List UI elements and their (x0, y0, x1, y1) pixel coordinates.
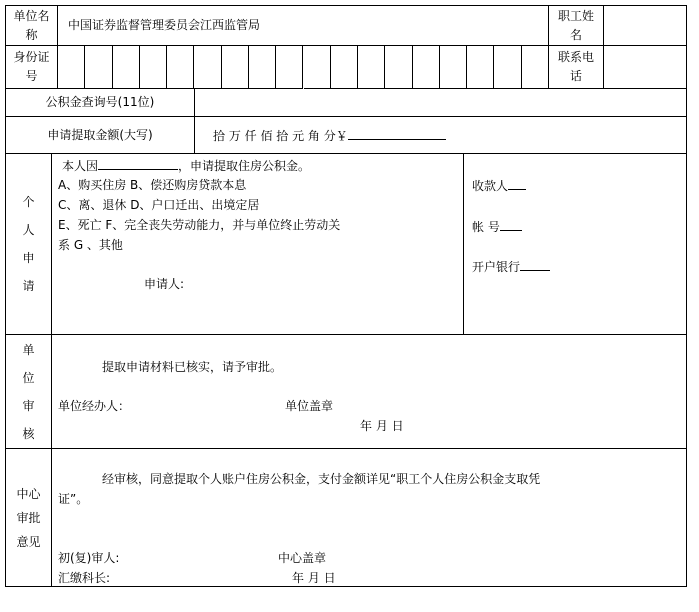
reviewer-label: 初(复)审人: (58, 551, 120, 565)
unit-name-cell[interactable] (58, 6, 549, 46)
option-line-cd: C、离、退休 D、户口迁出、出境定居 (58, 198, 260, 212)
id-digit-box[interactable] (494, 46, 521, 89)
id-digit-box[interactable] (113, 46, 140, 89)
account-label: 帐 号 (472, 220, 500, 234)
id-label-cell (6, 46, 58, 89)
reason-blank[interactable] (98, 157, 178, 170)
payee-info-cell (464, 154, 687, 335)
id-digit-box[interactable] (140, 46, 167, 89)
chief-label: 汇缴科长: (58, 571, 111, 585)
unit-name-label: 单位名称 (13, 8, 50, 42)
option-line-ab: A、购买住房 B、偿还购房贷款本息 (58, 178, 247, 192)
amount-underline (348, 127, 446, 140)
center-seal-label: 中心盖章 (278, 551, 327, 565)
unit-name-value: 中国证券监督管理委员会江西监管局 (68, 18, 261, 32)
amount-label: 申请提取金额(大写) (47, 127, 153, 142)
id-digit-box[interactable] (276, 46, 303, 89)
personal-section-label-cell (6, 154, 52, 335)
unit-review-label: 单位审核 (22, 342, 35, 441)
staff-name-field[interactable] (604, 6, 687, 46)
unit-date-label: 年 月 日 (360, 419, 404, 433)
unit-name-label-cell (6, 6, 58, 46)
personal-application-body (52, 154, 464, 335)
payee-blank[interactable] (508, 177, 526, 190)
applicant-label: 申请人: (144, 277, 185, 291)
amount-units: 拾 万 仟 佰 拾 元 角 分￥ (213, 127, 446, 145)
amount-field[interactable] (195, 117, 687, 154)
staff-name-label-cell (549, 6, 604, 46)
id-digit-box[interactable] (304, 46, 331, 89)
id-digit-box[interactable] (440, 46, 467, 89)
id-digit-box[interactable] (331, 46, 358, 89)
account-blank[interactable] (500, 218, 522, 231)
bank-blank[interactable] (520, 258, 550, 271)
option-line-ef: E、死亡 F、完全丧失劳动能力，并与单位终止劳动关 (58, 218, 341, 232)
id-digit-box[interactable] (249, 46, 276, 89)
id-digit-box[interactable] (222, 46, 249, 89)
fund-query-label-cell (6, 89, 195, 117)
id-digit-box[interactable] (85, 46, 112, 89)
unit-seal-label: 单位盖章 (285, 399, 334, 413)
center-review-text-line1: 经审核，同意提取个人账户住房公积金，支付金额详见“职工个人住房公积金支取凭 (102, 472, 541, 486)
fund-query-field[interactable] (195, 89, 687, 117)
center-review-label: 中心审批意见 (16, 486, 41, 549)
withdrawal-form (5, 5, 687, 587)
personal-section-label: 个人申请 (22, 195, 35, 293)
phone-label: 联系电话 (558, 50, 595, 83)
payee-label: 收款人 (472, 179, 509, 193)
bank-line (472, 258, 550, 276)
center-review-text-line2: 证”。 (58, 492, 89, 506)
account-line (472, 218, 522, 236)
fund-query-label: 公积金查询号(11位) (45, 95, 155, 109)
id-label: 身份证号 (13, 50, 50, 83)
phone-field[interactable] (604, 46, 687, 89)
payee-line (472, 177, 526, 195)
unit-review-body (52, 335, 687, 449)
personal-intro: 本人因 ，申请提取住房公积金。 (62, 159, 311, 173)
amount-label-cell (6, 117, 195, 154)
option-line-g: 系 G 、其他 (58, 238, 123, 252)
id-digit-box[interactable] (413, 46, 440, 89)
id-digit-box[interactable] (467, 46, 494, 89)
phone-label-cell (549, 46, 604, 89)
id-digit-box[interactable] (194, 46, 221, 89)
unit-review-label-cell (6, 335, 52, 449)
id-digit-box[interactable] (358, 46, 385, 89)
unit-review-text: 提取申请材料已核实，请予审批。 (102, 360, 283, 374)
id-digit-box[interactable] (58, 46, 85, 89)
id-digit-box[interactable] (167, 46, 194, 89)
center-review-body (52, 449, 687, 587)
center-date-label: 年 月 日 (292, 571, 336, 585)
unit-handler-label: 单位经办人： (58, 399, 131, 413)
center-review-label-cell (6, 449, 52, 587)
id-digit-box[interactable] (522, 46, 549, 89)
staff-name-label: 职工姓名 (558, 8, 595, 42)
bank-label: 开户银行 (472, 260, 521, 274)
id-digit-box[interactable] (385, 46, 412, 89)
